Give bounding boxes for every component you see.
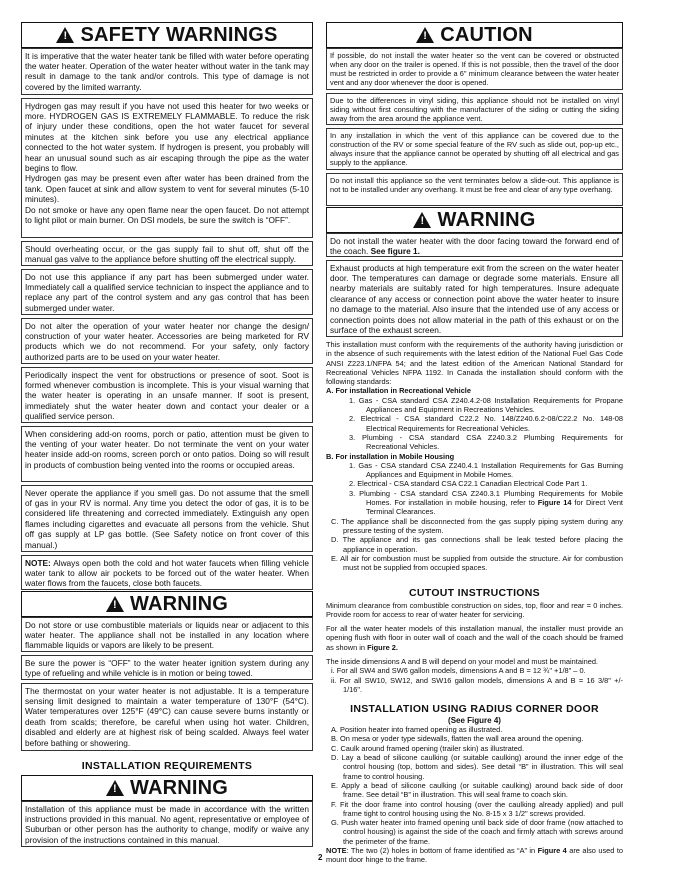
safety-warnings-title: SAFETY WARNINGS — [80, 23, 278, 46]
safety-box-note: NOTE: Always open both the cold and hot water faucets when filling vehicle water tank to allow air pockets to be forced out of the water heater. When water flows from the faucets, close both faucets. — [21, 555, 313, 590]
warning-banner-2: ! WARNING — [21, 775, 313, 801]
warning-box-exhaust: Exhaust products at high temperature exit from the screen on the water heater door. The temperatures can damage or degrade some materials. Ensure all nearby materials are suitably rated for high temperatures. Insure adequate clearance of any access or connection point above the water heater to insure no damage to the material. Also insure that the intended use of any access or connection points does not allow material in the path of this exhaust or on the surface of the exhaust screen. — [326, 260, 623, 337]
warning-box-installation: Installation of this appliance must be made in accordance with the written instructions provided in this manual. No agent, representative or employee of Suburban or other person has the authority to change, modify or waive any provision of the instructions contained in this manual. — [21, 801, 313, 847]
page-number: 2 — [318, 853, 323, 862]
code-requirements: This installation must conform with the requirements of the authority having jurisdiction or in the absence of such requirements with the latest edition of the National Fuel Gas Code ANSI Z223.1/NFPA 54; and the latest edition of the American National Standard for Recreational Vehicles NFPA 1192. In Canada the installation should conform with the following standards: A. For installation in Recreational Vehicle 1. Gas - CSA standard CSA Z240.4.2-08 Installation Requirements for Propane Appliances and Equipment in Recreations Vehicles. 2. Electrical - CSA standard C22.2 No. 148/Z240.6.2-08/C22.2 No. 148-08 Electrical Requirements for Recreational Vehicles. 3. Plumbing - CSA standard CSA Z240.3.2 Plumbing Requirements for Recreational Vehicles. B. For installation in Mobile Housing 1. Gas - CSA standard CSA Z240.4.1 Installation Requirements for Gas Burning Appliances and Equipment in Mobile Homes. 2. Electrical - CSA standard CSA C22.1 Canadian Electrical Code Part 1. 3. Plumbing - CSA standard CSA Z240.3.1 Plumbing Requirements for Mobile Homes. For installation in mobile housing, refer to Figure 14 for Direct Vent Terminal Clearances. C. The appliance shall be disconnected from the gas supply piping system during any pressure testing of the system. D. The appliance and its gas connections shall be leak tested before placing the appliance in operation. E. All air for combustion must be supplied from outside the structure. Air for combustion must not be supplied from occupied spaces. — [326, 340, 623, 573]
warning-box-door-facing: Do not install the water heater with the door facing toward the forward end of the coach. See figure 1. — [326, 233, 623, 257]
warning-triangle-icon — [106, 780, 124, 796]
caution-banner: ! CAUTION — [326, 22, 623, 48]
cutout-instructions-heading: CUTOUT INSTRUCTIONS — [409, 587, 540, 599]
safety-warnings-banner — [21, 22, 313, 48]
cutout-dim-ii: ii. For all SW10, SW12, and SW16 gallon models, dimensions A and B = 16 3/8" +/- 1/16". — [331, 675, 623, 694]
caution-box-door: If possible, do not install the water heater so the vent can be covered or obstructed when any door on the trailer is opened. If this is not possible, then the travel of the door must be restricted in order to provide a 6" minimum clearance between the water heater vent and any door whenever the door is opened. — [326, 48, 623, 90]
cutout-clearance: Minimum clearance from combustible construction on sides, top, floor and rear = 0 inches. Provide room for access to rear of water heater for servicing. — [326, 601, 623, 619]
safety-box-submerged: Do not use this appliance if any part has been submerged under water. Immediately call a qualified service technician to inspect the appliance and to replace any part of the control system and any gas control that has been submerged under water. — [21, 269, 313, 315]
safety-box-water-fill: It is imperative that the water heater tank be filled with water before operating the water heater. Operation of the water heater without water in the tank may result in damage to the tank and/or controls. This type of damage is not covered by the limited warranty. — [21, 48, 313, 95]
warning-banner-right: ! WARNING — [326, 207, 623, 233]
caution-box-slide-out: Do not install this appliance so the vent terminates below a slide-out. This appliance is not to be installed under any overhang. It must be free and clear of any type overhang. — [326, 173, 623, 206]
left-column — [21, 22, 313, 847]
warning-banner-1: ! WARNING — [21, 591, 313, 617]
warning-box-thermostat: The thermostat on your water heater is not adjustable. It is a temperature sensing limit designed to maintain a water temperature of 130°F (54°C). Water temperatures over 125°F (49°C) can cause severe burns instantly or death from scalds; therefore, be careful when using hot water. Children, disabled and elderly are at highest risk of being scalded. Always feel water before bathing or showering. — [21, 683, 313, 751]
radius-door-steps: A. Position heater into framed opening as illustrated. B. On mesa or yoder type sidewalls, flatten the wall area around the opening. C. Caulk around framed opening (trailer skin) as illustrated. D. Lay a bead of silicone caulking (or suitable caulking) around the inner edge of the control housing (top, bottom and sides). See detail “B” in illustration. This will seal frame to control housing. E. Apply a bead of silicone caulking (or suitable caulking) around back side of door frame. See detail “B” in illustration. This will seal frame to coach skin. F. Fit the door frame into control housing (over the caulking already applied) and pull frame tight to control housing using the No. 8-15 x 3 1/2" screws provided. G. Push water heater into framed opening until back side of door frame (now attached to control housing) is against the side of the coach and firmly attach with screws around the perimeter of the frame. NOTE: The two (2) holes in bottom of frame identified as “A” in Figure 4 are also used to mount door hinge to the frame. — [326, 725, 623, 865]
cutout-dim-i: i. For all SW4 and SW6 gallon models, dimensions A and B = 12 ¾" +1/8" – 0. — [331, 666, 586, 676]
right-column — [326, 22, 623, 875]
cutout-opening: For all the water heater models of this installation manual, the installer must provide an opening flush with floor in outer wall of coach and the wall of the coach should be framed as shown in Figure 2. — [326, 624, 623, 652]
radius-door-note: NOTE: The two (2) holes in bottom of frame identified as “A” in Figure 4 are also used to mount door hinge to the frame. — [326, 846, 623, 865]
radius-door-subheading: (See Figure 4) — [448, 716, 501, 726]
caution-box-covered-vent: In any installation in which the vent of this appliance can be covered due to the construction of the RV or some special feature of the RV such as slide out, pop-up etc., always insure that the appliance cannot be operated by shutting off all electrical and gas supply to the appliance. — [326, 128, 623, 170]
caution-box-vinyl: Due to the differences in vinyl siding, this appliance should not be installed on vinyl siding without first consulting with the manufacturer of the siding or cutting the siding away from the area around the appliance vent. — [326, 93, 623, 125]
safety-box-alter: Do not alter the operation of your water heater nor change the design/ construction of your water heater. Accessories are being marketed for RV products which we do not recommend. For your safety, only factory authorized parts are to be used on your water heater. — [21, 318, 313, 364]
safety-box-vent-inspect: Periodically inspect the vent for obstructions or presence of soot. Soot is formed whenever combustion is incomplete. This is your visual warning that the water heater is operating in an unsafe manner. If soot is present, immediately shut the water heater down and contact your dealer or a qualified service person. — [21, 367, 313, 423]
warning-triangle-icon — [413, 212, 431, 228]
warning-triangle-icon — [106, 596, 124, 612]
safety-box-add-on-rooms: When considering add-on rooms, porch or patio, attention must be given to the venting of your water heater. Do not terminate the vent on your water heater inside add-on rooms, screen porch or onto patios. Doing so will result in products of combustion being vented into the rooms or occupied areas. — [21, 426, 313, 482]
warning-box-combustibles: Do not store or use combustible materials or liquids near or adjacent to this water heater. The appliance shall not be installed in any location where flammable liquids or vapors are likely to be present. — [21, 617, 313, 652]
safety-box-smell-gas: Never operate the appliance if you smell gas. Do not assume that the smell of gas in your RV is normal. Any time you detect the odor of gas, it is to be considered life threatening and corrected immediately. Extinguish any open flames including cigarettes and evacuate all persons from the vehicle. Shut off gas supply at LP gas bottle. (See Safety notice on front cover of this manual.) — [21, 485, 313, 552]
cutout-dimensions: The inside dimensions A and B will depend on your model and must be maintained. — [326, 657, 598, 666]
radius-door-heading: INSTALLATION USING RADIUS CORNER DOOR — [350, 703, 599, 716]
warning-box-power-off: Be sure the power is “OFF” to the water heater ignition system during any type of refueling and while vehicle is in motion or being towed. — [21, 655, 313, 680]
safety-box-overheating: Should overheating occur, or the gas supply fail to shut off, shut off the manual gas valve to the appliance before shutting off the electrical supply. — [21, 241, 313, 266]
warning-triangle-icon — [56, 27, 74, 43]
installation-requirements-heading: INSTALLATION REQUIREMENTS — [81, 760, 253, 772]
safety-box-hydrogen: Hydrogen gas may result if you have not used this heater for two weeks or more. HYDROGEN GAS IS EXTREMELY FLAMMABLE. To reduce the risk of injury under these conditions, open the hot water faucet for several minutes at the kitchen sink before you use any electrical appliance connected to the hot water system. If hydrogen is present, you probably will hear an unusual sound such as air escaping through the pipe as the water begins to flow. Hydrogen gas may be present even after water has been drained from the tank. Open faucet at sink and allow system to vent for several minutes (5-10 minutes). Do not smoke or have any open flame near the open faucet. Do not attempt to light pilot or main burner. On DSI models, be sure the switch is “OFF”. — [21, 98, 313, 238]
warning-triangle-icon — [416, 27, 434, 43]
